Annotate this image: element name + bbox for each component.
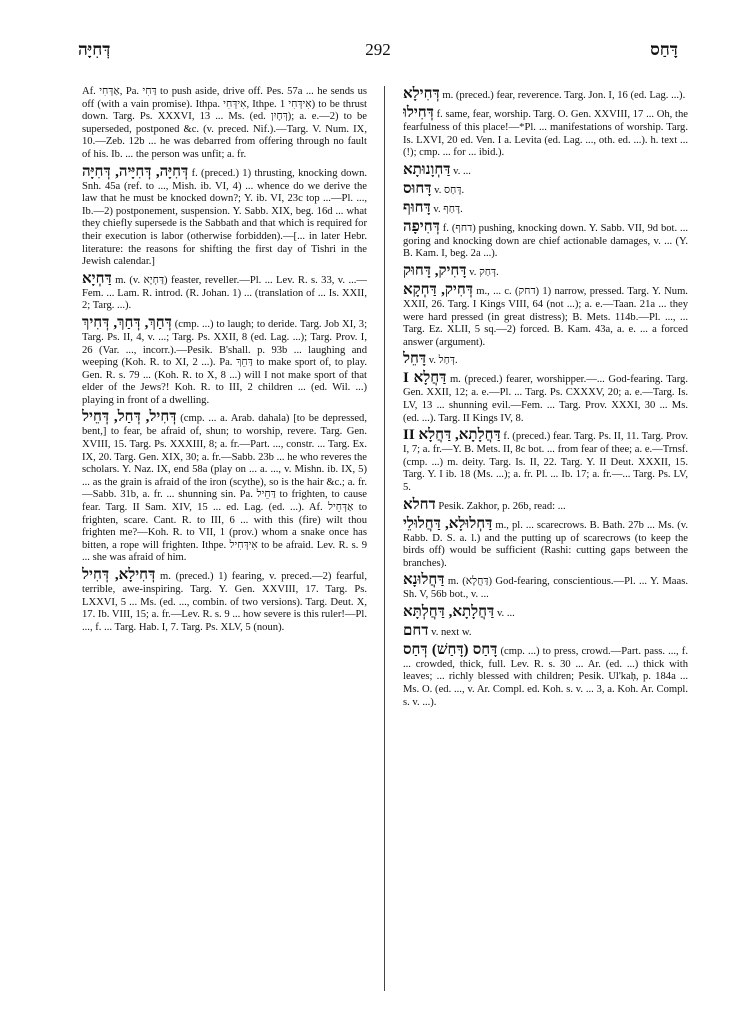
entry-text: v. ... [496,607,515,619]
entry-headword: דַּחֲלוּנָא [403,572,445,589]
entry-headword: דָּחַס (דָּחַשׁ) דְּחַס [403,641,498,658]
dictionary-entry [403,263,688,280]
running-head-left: דְּחִיָּה [78,40,111,59]
entry-text: Pesik. Zakhor, p. 26b, read: ... [438,500,566,512]
dictionary-entry [403,86,688,103]
entry-text: m. (דַּחֲלָא) God-fearing, conscientious.—Pl. ... Y. Maas. Sh. V, 56b bot., v. ... [403,576,688,601]
entry-text: v. next w. [431,626,472,638]
page-number: 292 [365,40,391,59]
entry-text: v. ... [453,165,471,177]
entry-text: m. (preced.) fear, reverence. Targ. Jon. I, 16 (ed. Lag. ...). [442,90,686,101]
dictionary-entry [403,516,688,571]
entry-text: f. (preced.) 1) thrusting, knocking down. Snh. 45a (ref. to ..., Mish. ib. VI, 4) ... whence do we derive the law that he must be knocked down?; Y. ib. VI, 23c top ...—Pl. ..., Ib.—2) postponement, suspension. Y. Sabb. XIX, beg. 16d ... what they chiefly supersede is the Sabbath and that which is required for their execution is labor (otherwise forbidden).—[... in later Hebr. literature: the reasons for shifting the first day of Tishri in the Jewish calendar.] [82,167,367,268]
dictionary-entry [82,409,367,565]
entry-headword: דחם [403,622,429,639]
entry-text: m., ... c. (דחק) 1) narrow, pressed. Targ. Y. Num. XXII, 26. Targ. I Kings VIII, 64 (not ...); a. e.—Taan. 21a ... they were hard pressed (in great distress); B. Mets. 114b.—Pl. ..., ... Targ. Ez. XLII, 5 sq.—2) forced. B. Kam. 43a, a. e. ... a forced answer (argument). [403,285,688,348]
running-head [78,40,678,70]
column-divider [384,86,385,991]
entry-headword: דָּחִיק, דָּחוּק [403,262,467,279]
dictionary-entry [403,219,688,261]
dictionary-entry [403,497,688,514]
dictionary-entry [403,162,688,179]
entry-headword: דָּחֵל [403,351,427,368]
dictionary-entry [82,315,367,408]
entry-text: (cmp. ...) to press, crowd.—Part. pass. ..., f. ... crowded, thick, full. Lev. R. s. 30 ... Ar. (ed. ...) thick with leaves; ... richly blessed with children; Pesik. Ul'kaḥ, p. 184a ... Ms. O. (ed. ..., v. Ar. Compl. ed. Koh. s. v. ... 3, a. Koh. Ar. Compl. s. v. ...). [403,645,688,708]
dictionary-entry [403,623,688,640]
entry-headword: דַּחֲלָא I [403,370,447,387]
entry-headword: דְּחִיפָה [403,218,440,235]
right-column [403,86,688,991]
left-column [82,86,367,991]
entry-headword: דַּחְיָא [82,270,112,287]
entry-text: m., pl. ... scarecrows. B. Bath. 27b ... Ms. (v. Rabb. D. S. a. l.) and the putting up of scarecrows (to keep the birds off) would be sufficient (Rashi: cutting gaps between the branches). [403,519,688,569]
dictionary-entry [82,271,367,313]
dictionary-entry [403,200,688,217]
dictionary-entry [403,181,688,198]
dictionary-entry [403,642,688,709]
entry-headword: דְּחִילָא [403,86,440,102]
entry-headword: דחלא [403,496,436,513]
dictionary-entry [403,572,688,602]
dictionary-entry [403,282,688,349]
entry-headword: דָּחוּס [403,180,432,197]
dictionary-entry [403,105,688,160]
entry-text: f. same, fear, worship. Targ. O. Gen. XXVIII, 17 ... Oh, the fearfulness of this place!—*Pl. ... manifestations of worship. Targ. Is. LXVI, 20 ed. Ven. I a. Levita (ed. Lag. ..., oth. ed. ...). h. text ... (!); cmp. ... for ... ibid.). [403,109,688,159]
entry-headword: דָּחוּף [403,199,431,216]
dictionary-entry [403,370,688,425]
entry-headword: דַּחֲלָתָא, דַּחֲלְתָּא [403,603,495,620]
entry-text: m. (preced.) fearer, worshipper.—... God-fearing. Targ. Gen. XXII, 12; a. e.—Pl. ... Targ. Ps. CXXXV, 20; a. e.—Targ. Is. LV, 13 ... shunning evil.—Fem. ... Targ. Prov. XXXI, 30 ... Ms. (ed. ...). Targ. II Kings IV, 8. [403,374,688,424]
entry-text: v. דָּחַף. [433,203,463,215]
entry-text: m. (preced.) 1) fearing, v. preced.—2) fearful, terrible, awe-inspiring. Targ. Y. Gen. XXVIII, 17. Targ. Ps. LXXVI, 5 ... Ms. (ed. ..., combin. of two versions). Targ. Deut. X, 17. Ib. VIII, 15; a. fr.—Lev. R. s. 9 ... how severe is this ruler!—Pl. ..., f. ... Targ. Hab. I, 7. Targ. Ps. XLV, 5 (noun). [82,571,367,633]
entry-text: Af. אַדְּחִי, Pa. דַּחִי to push aside, drive off. Pes. 57a ... he sends us off (with a vain promise). Ithpa. אִידְּחִי, Ithpe. אִידְּחִי 1) to be thrust down. Targ. Ps. XXXVI, 13 ... Ms. (ed. דְּחָיִן); a. e.—2) to be superseded, postponed &c. (v. preced. Nif.).—Targ. V. Num. IX, 10.—Zeb. 12b ... he was debarred from offering through no fault of his. Ib. ... the person was unfit; a. fr. [82,86,367,160]
entry-text: v. דְּחַק. [469,266,499,278]
entry-text: m. (v. דַּחְיָא) feaster, reveller.—Pl. ... Lev. R. s. 33, v. ...—Fem. ... Lam. R. introd. (R. Johan. 1) ... (translation of ... Is. XXII, 2; Targ. ...). [82,274,367,312]
entry-text: f. (דחף) pushing, knocking down. Y. Sabb. VII, 9d bot. ... goring and knocking down are chief actionable damages, v. ... (Y. B. Kam. I, beg. 2a ...). [403,222,688,260]
entry-text: (cmp. ...) to laugh; to deride. Targ. Job XI, 3; Targ. Ps. II, 4, v. ...; Targ. Ps. XXII, 8 (ed. Lag. ...); Targ. Prov. I, 26 (Var. ..., incorr.).—Pesik. B'shall. p. 93b ... laughing and weeping (Koh. R. to XI, 2 ...). Pa. דַּחֵךְ to make sport of, to play. Gen. R. s. 79 ... (Koh. R. to X, 8 ...) will I not make sport of that elder of the Jews?! Koh. R. to III, 2 children ... (ed. Wil. ...) playing in front of a dwelling. [82,318,367,406]
dictionary-entry [403,427,688,494]
entry-text: v. דָּחַס. [434,184,465,196]
dictionary-entry [82,86,367,162]
entry-headword: דַּחְלוּלָא, דַּחֲלוּלֵי [403,515,493,532]
entry-headword: דְּחִיק, דַּחְקָא [403,281,473,298]
dictionary-entry [403,351,688,368]
entry-headword: דְּחִילוּ [403,105,434,121]
entry-text: v. דְּחַל. [428,355,458,367]
dictionary-entry [82,164,367,269]
entry-headword: דְּחִילָא, דְּחִיל [82,567,156,583]
entry-text: f. (preced.) fear. Targ. Ps. II, 11. Targ. Prov. I, 7; a. fr.—Y. B. Mets. II, 8c bot. ... from fear of thee; a. e.—Trnsf. (cmp. ...) m. deity. Targ. Is. II, 22. Targ. Y. II Deut. XXXII, 15. Targ. Y. I ib. 18 (Ms. ...); a. fr. Pl. ... Ib. 17; a. fr.—... Targ. Ps. LV, 5. [403,431,688,493]
entry-headword: דְּחִיל, דְּחַל, דְּחֵיל [82,409,177,426]
running-head-right: דָּחַס [650,40,678,59]
dictionary-entry [403,604,688,621]
entry-text: (cmp. ... a. Arab. dahala) [to be depressed, bent,] to fear, be afraid of, shun; to worship, revere. Targ. Gen. XVIII, 15. Targ. Ps. XXXIII, 8; a. fr.—Part. ..., constr. ... Targ. Ex. IX, 20. Targ. Gen. XIX, 30; a. fr.—Sabb. 23b ... he who reveres the scholars. Y. Naz. IX, end 58a (play on ... a. ..., v. Mishn. ib. IX, 5) ... as the grain is afraid of the iron (scythe), so is the hair &c.; a. fr.—Sabb. 31b, a. fr. ... shunning sin. Pa. דַּחֵיל to frighten, to cause fear. Targ. II Sam. XIV, 15 ... ed. Lag. (ed. ...). Af. אַדְּחֵיל to frighten, scare. Cant. R. to III, 6 ... with this (fire) wilt thou frighten me?—Koh. R. to VII, 1 (prov.) whom a snake once has bitten, a rope will frighten. Ithpe. אִידְּחִיל to be afraid. Lev. R. s. 9 ... she was afraid of him. [82,413,367,564]
entry-headword: דַּחֲלָתָא, דַּחֲלָא II [403,427,501,444]
dictionary-entry [82,567,367,634]
entry-headword: דְּחַךְ, דְּחַךְ, דְּחִיךְ [82,314,172,331]
entry-headword: דְּחִיָּה, דְּחִיָּיה, דְּחִיָּה [82,163,189,180]
entry-headword: דַּחְוָנוּתָא [403,161,451,178]
